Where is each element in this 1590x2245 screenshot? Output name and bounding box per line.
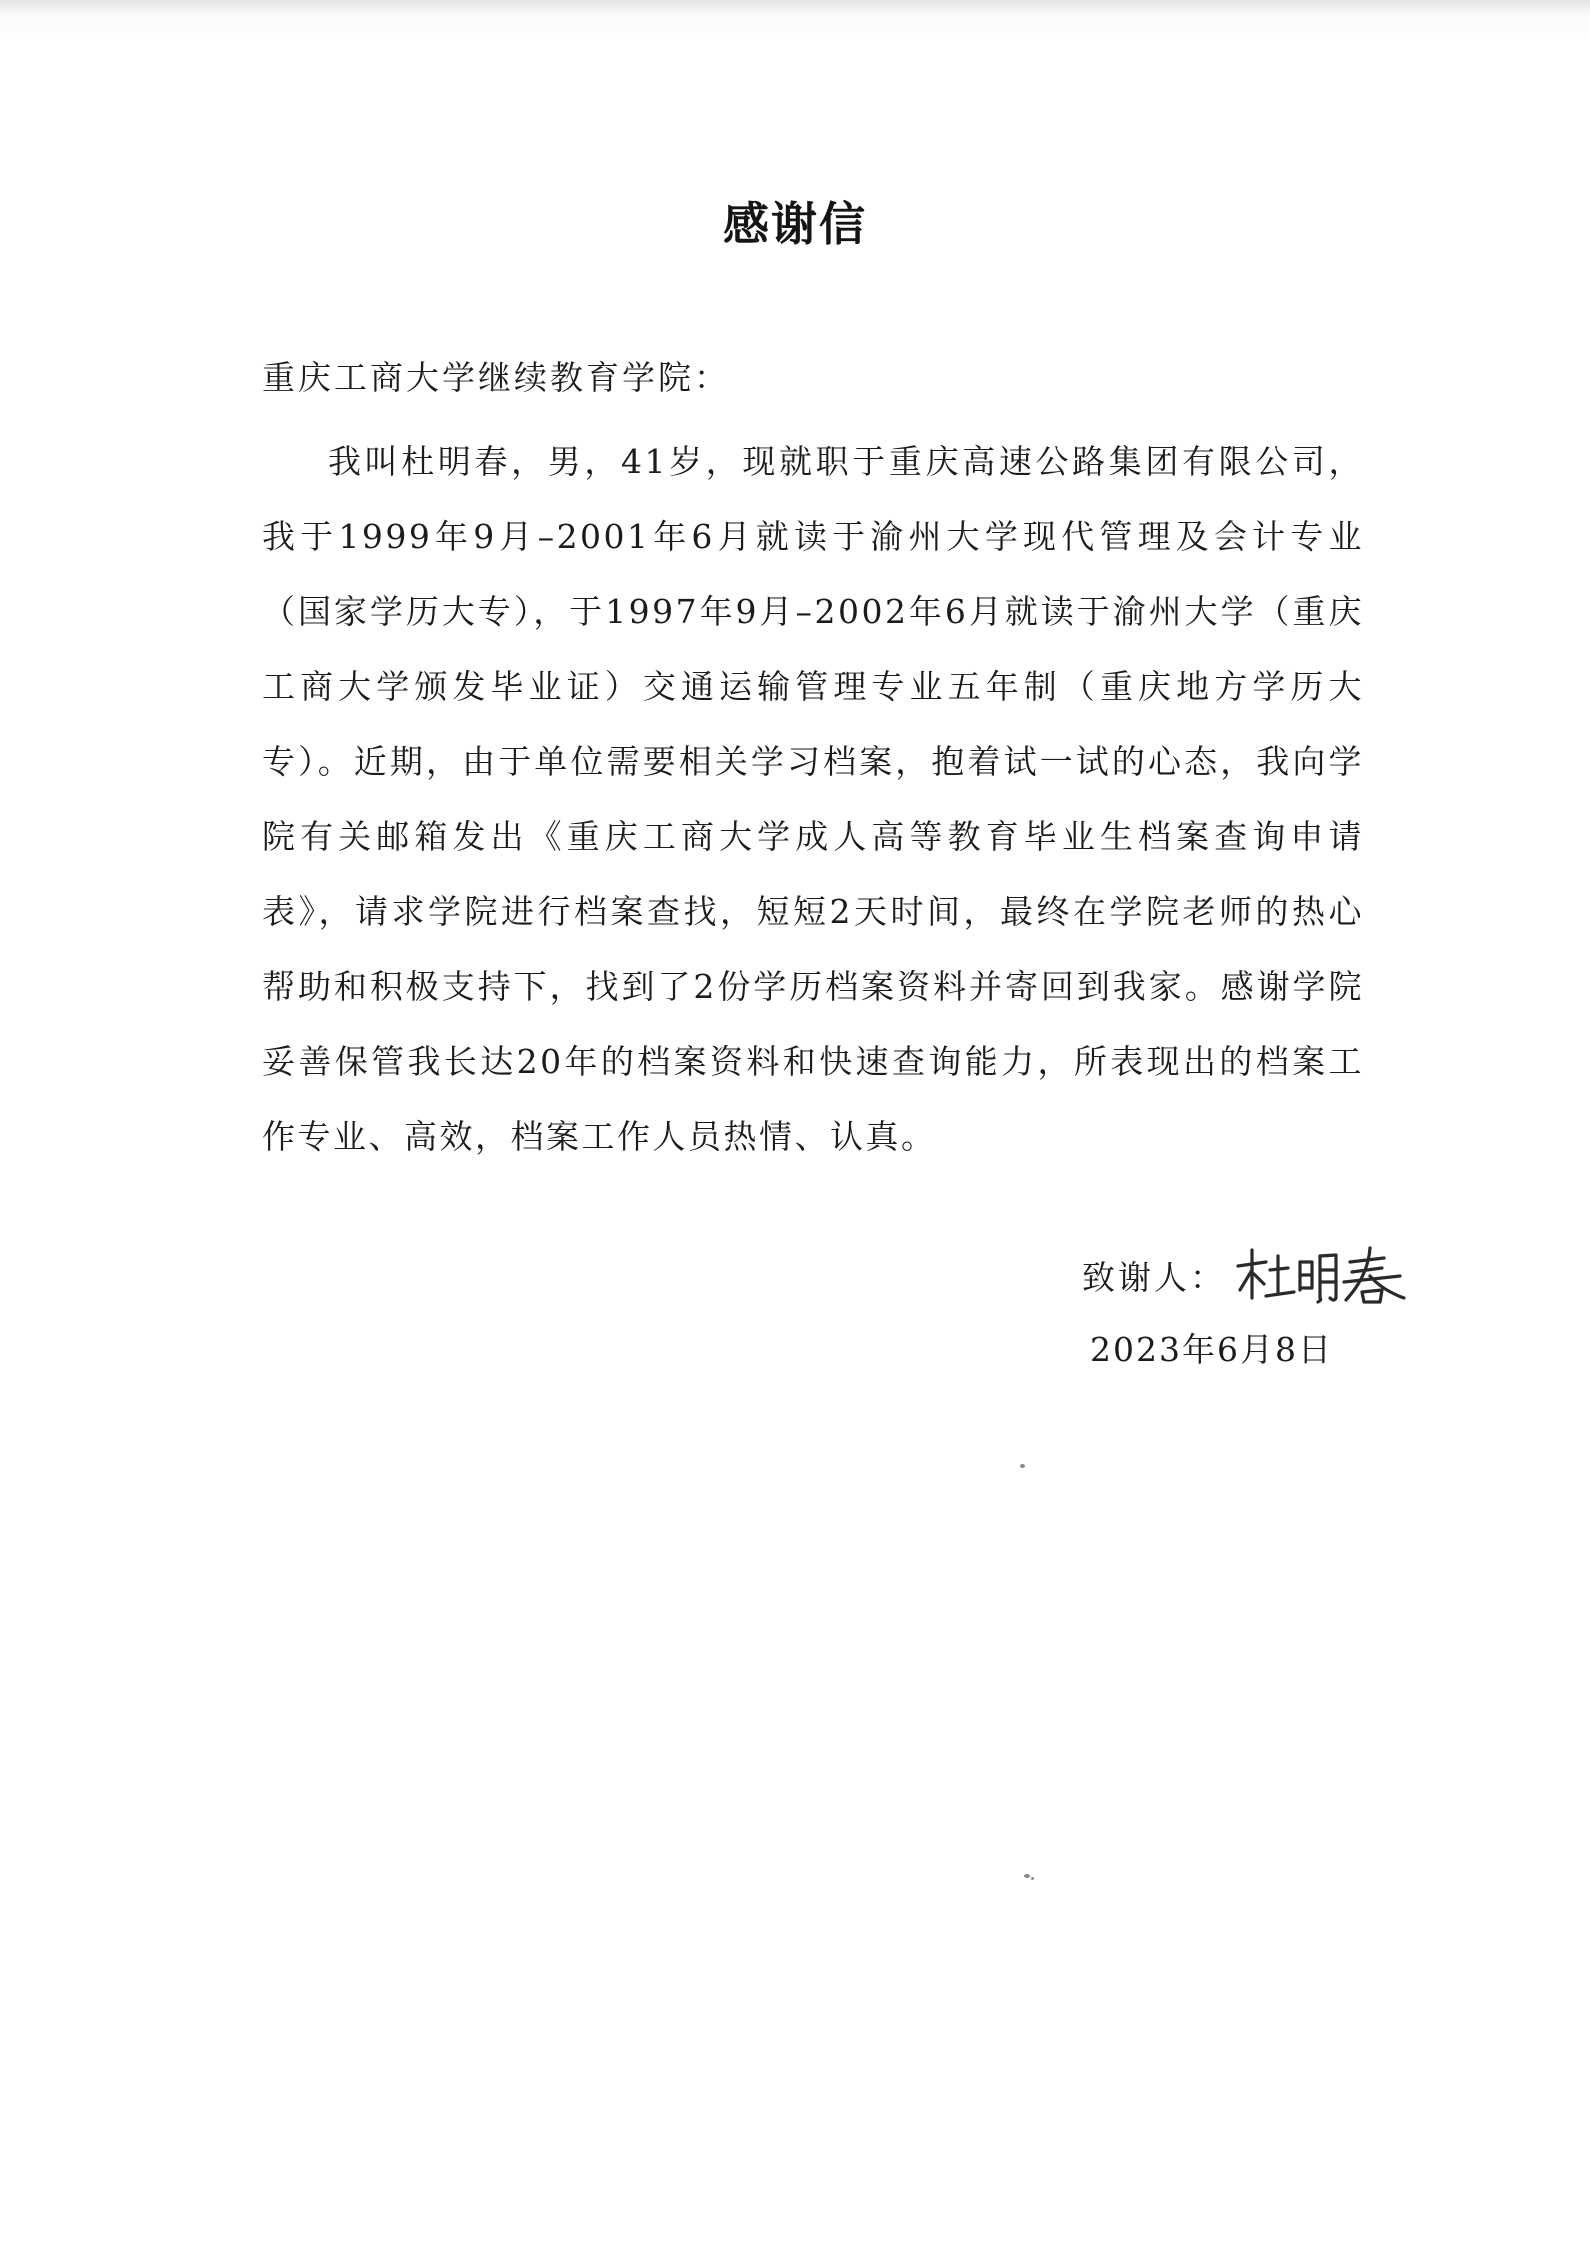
signoff-line [1082, 1240, 1412, 1310]
letter-salutation: 重庆工商大学继续教育学院： [262, 358, 730, 397]
scan-speck [1020, 1464, 1025, 1468]
scan-speck [1031, 1877, 1034, 1880]
letter-body: 我叫杜明春，男，41岁，现就职于重庆高速公路集团有限公司，我于1999年9月–2001年6月就读于渝州大学现代管理及会计专业（国家学历大专），于1997年9月–2002年6月就读于渝州大学（重庆工商大学颁发毕业证）交通运输管理专业五年制（重庆地方学历大专）。近期，由于单位需要相关学习档案，抱着试一试的心态，我向学院有关邮箱发出《重庆工商大学成人高等教育毕业生档案查询申请表》，请求学院进行档案查找，短短2天时间，最终在学院老师的热心帮助和积极支持下，找到了2份学历档案资料并寄回到我家。感谢学院妥善保管我长达20年的档案资料和快速查询能力，所表现出的档案工作专业、高效，档案工作人员热情、认真。 [262, 442, 1364, 1156]
scan-speck [1024, 1874, 1030, 1878]
letter-date: 2023年6月8日 [1090, 1330, 1333, 1369]
handwritten-signature [1232, 1240, 1412, 1310]
letter-title: 感谢信 [723, 197, 867, 251]
signature-icon [1232, 1240, 1412, 1310]
scan-edge-shadow [0, 0, 1590, 14]
signoff-label: 致谢人： [1082, 1257, 1226, 1297]
